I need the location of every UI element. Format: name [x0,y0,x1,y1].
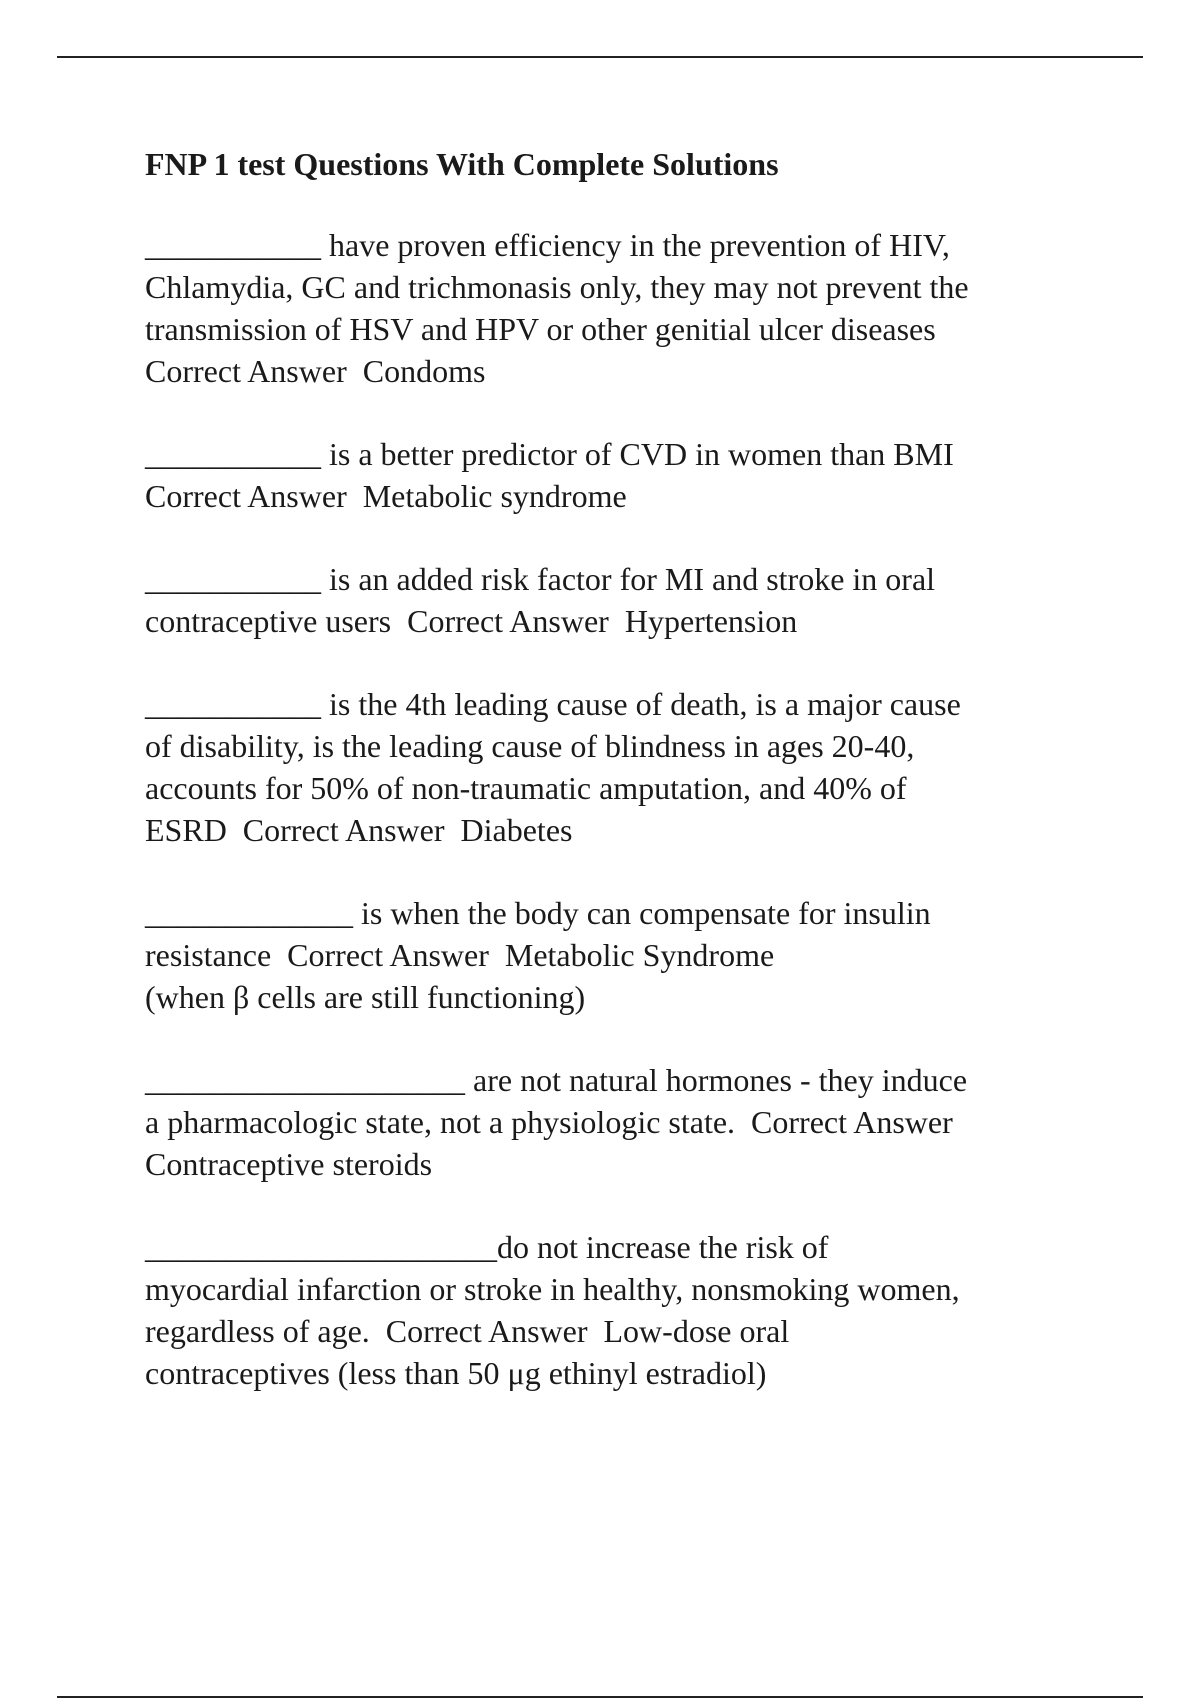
entry-line: ___________ have proven efficiency in the prevention of HIV, [145,227,950,263]
qa-entry [145,433,1085,517]
entry-line: accounts for 50% of non-traumatic amputation, and 40% of [145,770,907,806]
entry-line: contraceptives (less than 50 μg ethinyl estradiol) [145,1355,767,1391]
top-rule [57,56,1143,58]
qa-entry [145,224,1085,392]
entry-line: ESRD Correct Answer Diabetes [145,812,573,848]
entry-line: myocardial infarction or stroke in healthy, nonsmoking women, [145,1271,960,1307]
entry-line: ___________ is a better predictor of CVD in women than BMI [145,436,954,472]
document-title: FNP 1 test Questions With Complete Solutions [145,146,779,182]
document-body [145,142,1085,1435]
entry-line: contraceptive users Correct Answer Hypertension [145,603,798,639]
qa-entry [145,1059,1085,1185]
entry-line: Contraceptive steroids [145,1146,433,1182]
bottom-rule [57,1696,1143,1698]
entry-line: Chlamydia, GC and trichmonasis only, they may not prevent the [145,269,969,305]
entry-line: ____________________ are not natural hormones - they induce [145,1062,968,1098]
qa-entry [145,1226,1085,1394]
entry-line: ___________ is the 4th leading cause of death, is a major cause [145,686,961,722]
entry-line: ___________ is an added risk factor for MI and stroke in oral [145,561,936,597]
qa-entry [145,892,1085,1018]
entry-line: ______________________do not increase the risk of [145,1229,829,1265]
entry-line: transmission of HSV and HPV or other genitial ulcer diseases [145,311,936,347]
entry-line: (when β cells are still functioning) [145,979,586,1015]
entry-line: regardless of age. Correct Answer Low-dose oral [145,1313,790,1349]
entry-line: _____________ is when the body can compensate for insulin [145,895,931,931]
entry-line: resistance Correct Answer Metabolic Syndrome [145,937,775,973]
entry-line: a pharmacologic state, not a physiologic state. Correct Answer [145,1104,953,1140]
qa-entry [145,683,1085,851]
entry-line: Correct Answer Condoms [145,353,486,389]
entry-line: of disability, is the leading cause of blindness in ages 20-40, [145,728,915,764]
qa-entry [145,558,1085,642]
entry-line: Correct Answer Metabolic syndrome [145,478,627,514]
